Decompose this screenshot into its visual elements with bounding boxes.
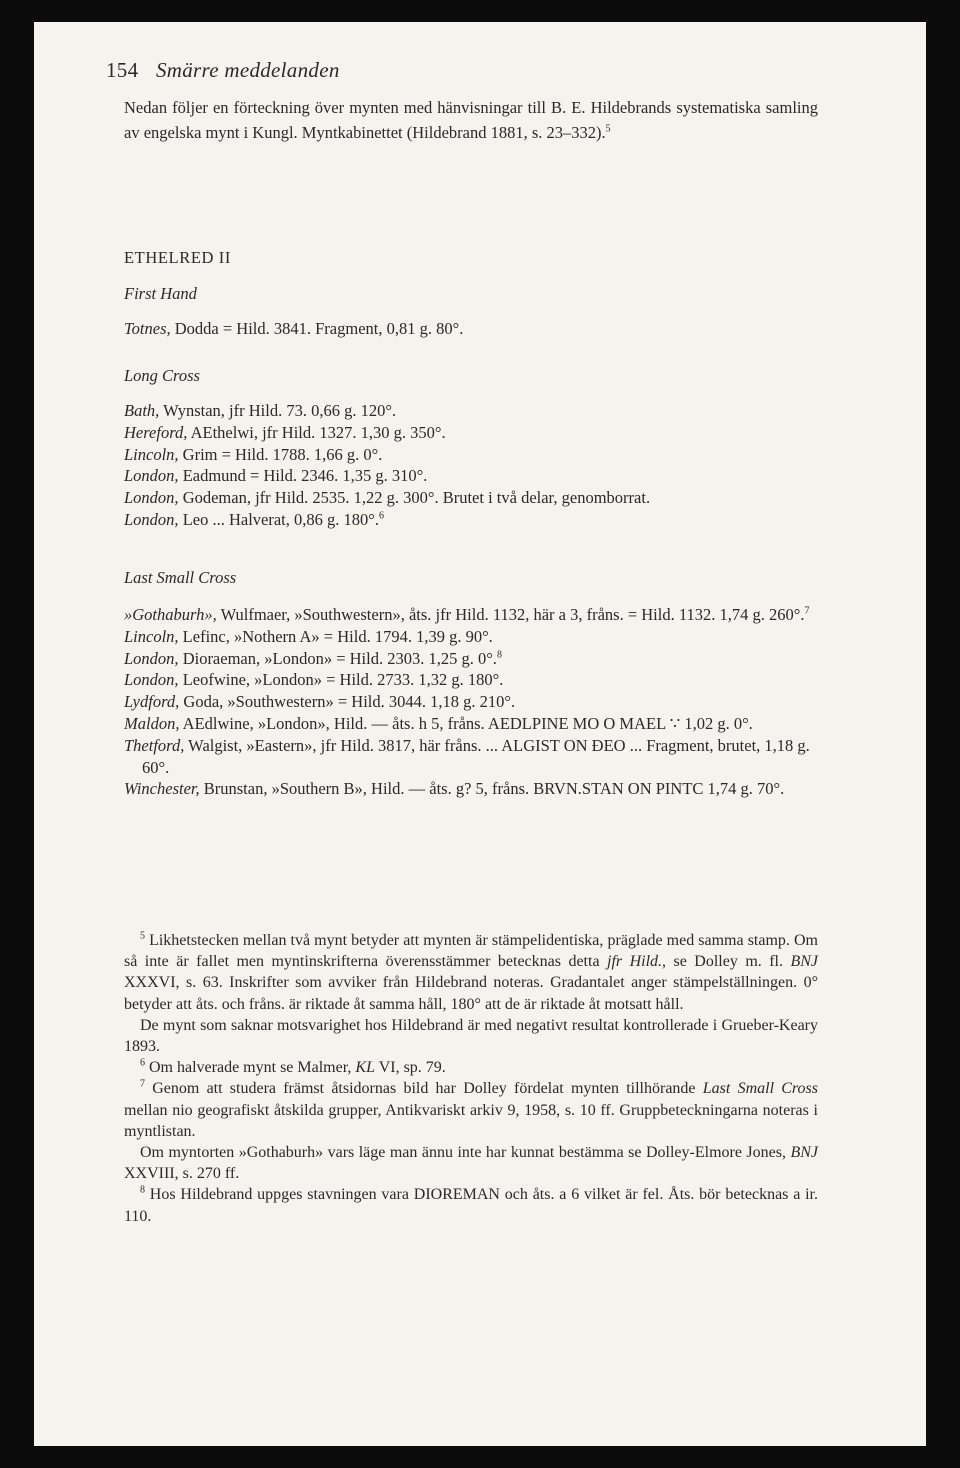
- footnote-text: Om myntorten »Gothaburh» vars läge man ännu inte har kunnat bestämma se Dolley-Elmore Jones,: [140, 1144, 791, 1162]
- coin-entry: [124, 669, 818, 691]
- entry-text: Dioraeman, »London» = Hild. 2303. 1,25 g. 0°.: [178, 648, 497, 668]
- mint-name: London,: [124, 488, 179, 508]
- entry-text: Eadmund = Hild. 2346. 1,35 g. 310°.: [178, 466, 428, 486]
- mint-name: Totnes,: [124, 319, 171, 338]
- footnote-text: Om halverade mynt se Malmer,: [145, 1059, 356, 1077]
- running-title: Smärre meddelanden: [155, 58, 340, 82]
- mint-name: London,: [124, 466, 179, 486]
- footnote-number: 7: [140, 1079, 145, 1091]
- footnote-text: Genom att studera främst åtsidornas bild har Dolley fördelat mynten tillhörande: [145, 1080, 703, 1098]
- coin-entry: [124, 422, 818, 444]
- coin-entry: [124, 487, 818, 509]
- entry-text: Walgist, »Eastern», jfr Hild. 3817, här fråns. ... ALGIST ON ÐEO ... Fragment, brutet, 1,18 g. 60°.: [142, 735, 810, 777]
- entry-text: Grim = Hild. 1788. 1,66 g. 0°.: [178, 444, 383, 464]
- footnote: [124, 1078, 818, 1142]
- mint-name: Hereford,: [124, 422, 188, 442]
- mint-name: Bath,: [124, 401, 160, 420]
- coin-entry: [124, 778, 818, 800]
- mint-name: Lincoln,: [124, 444, 179, 464]
- coin-entry: [124, 318, 818, 340]
- entry-text: Wulfmaer, »Southwestern», åts. jfr Hild. 1132, här a 3, fråns. = Hild. 1132. 1,74 g. 260°.: [216, 605, 805, 624]
- mint-name: Thetford,: [124, 735, 185, 755]
- entry-text: Wynstan, jfr Hild. 73. 0,66 g. 120°.: [159, 401, 397, 420]
- entry-text: AEthelwi, jfr Hild. 1327. 1,30 g. 350°.: [187, 422, 446, 442]
- footnote-number: 6: [140, 1057, 145, 1069]
- footnote-italic: BNJ: [790, 953, 819, 971]
- entry-text: Goda, »Southwestern» = Hild. 3044. 1,18 g. 210°.: [179, 692, 516, 712]
- mint-name: Lydford,: [124, 692, 180, 712]
- footnote: [124, 1057, 818, 1078]
- footnote-ref: 5: [605, 123, 611, 134]
- footnote-number: 5: [140, 930, 145, 942]
- page-number: 154: [106, 58, 139, 82]
- footnote-ref: 8: [496, 649, 502, 661]
- coin-entry: [124, 400, 818, 422]
- section-last-small-cross-title: Last Small Cross: [124, 568, 237, 587]
- entry-text: Brunstan, »Southern B», Hild. — åts. g? 5, fråns. BRVN.STAN ON PINTC 1,74 g. 70°.: [199, 779, 785, 799]
- mint-name: Lincoln,: [124, 626, 179, 646]
- footnote-text: XXVIII, s. 270 ff.: [124, 1165, 240, 1183]
- intro-paragraph: [124, 96, 818, 145]
- document-page: [34, 22, 926, 1446]
- coin-entry: [124, 735, 818, 779]
- entry-text: Leo ... Halverat, 0,86 g. 180°.: [178, 509, 379, 529]
- footnotes: [124, 930, 818, 1227]
- section-long-cross-title: Long Cross: [124, 366, 200, 385]
- mint-name: Maldon,: [124, 713, 180, 733]
- coin-entry: [124, 648, 818, 670]
- long-cross-list: [124, 400, 818, 531]
- section-first-hand-title: First Hand: [124, 284, 197, 303]
- mint-name: London,: [124, 509, 179, 529]
- coin-entry: [124, 626, 818, 648]
- footnote-text: XXXVI, s. 63. Inskrifter som avviker från Hildebrand noteras. Gradantalet anger stämpelställningen. 0° betyder att åts. och fråns. är riktade åt samma håll, 180° att de är riktade åt motsatt håll.: [124, 974, 818, 1013]
- coin-entry: [124, 465, 818, 487]
- coin-entry: [124, 509, 818, 531]
- entry-text: Lefinc, »Nothern A» = Hild. 1794. 1,39 g. 90°.: [178, 626, 493, 646]
- footnote-ref: 7: [804, 605, 810, 617]
- intro-text: Nedan följer en förteckning över mynten med hänvisningar till B. E. Hildebrands systematiska samling av engelska mynt i Kungl. Myntkabinettet (Hildebrand 1881, s. 23–332).: [124, 98, 818, 142]
- entry-text: Dodda = Hild. 3841. Fragment, 0,81 g. 80°.: [170, 319, 464, 338]
- footnote-text: , se Dolley m. fl.: [662, 953, 791, 971]
- footnote-number: 8: [140, 1185, 145, 1197]
- entry-text: Godeman, jfr Hild. 2535. 1,22 g. 300°. Brutet i två delar, genomborrat.: [178, 488, 651, 508]
- footnote-italic: jfr Hild.: [607, 953, 663, 971]
- king-heading: ETHELRED II: [124, 248, 231, 267]
- entry-text: Leofwine, »London» = Hild. 2733. 1,32 g. 180°.: [178, 670, 504, 690]
- coin-entry: [124, 444, 818, 466]
- footnote-text: VI, sp. 79.: [374, 1059, 446, 1077]
- footnote: [124, 1015, 818, 1057]
- footnote-italic: KL: [355, 1059, 375, 1077]
- footnote-italic: Last Small Cross: [702, 1080, 819, 1098]
- first-hand-list: [124, 318, 818, 340]
- coin-entry: [124, 691, 818, 713]
- mint-name: London,: [124, 648, 179, 668]
- entry-text: AEdlwine, »London», Hild. — åts. h 5, fråns. AEDLPINE MO O MAEL ∵ 1,02 g. 0°.: [179, 713, 753, 733]
- footnote-text: mellan nio geografiskt åtskilda grupper, Antikvariskt arkiv 9, 1958, s. 10 ff. Gruppbeteckningarna noteras i myntlistan.: [124, 1101, 818, 1140]
- page-header: [106, 58, 340, 83]
- footnote: [124, 1142, 818, 1184]
- footnote-text: De mynt som saknar motsvarighet hos Hildebrand är med negativt resultat kontrollerade i Grueber-Keary 1893.: [124, 1016, 818, 1056]
- mint-name: »Gothaburh»,: [124, 605, 217, 624]
- footnote: [124, 1184, 818, 1226]
- footnote: [124, 930, 818, 1015]
- footnote-ref: 6: [379, 510, 384, 522]
- mint-name: London,: [124, 670, 179, 690]
- coin-entry: [124, 604, 818, 626]
- last-small-cross-list: [124, 604, 818, 800]
- footnote-italic: BNJ: [790, 1144, 818, 1162]
- coin-entry: [124, 713, 818, 735]
- footnote-text: Hos Hildebrand uppges stavningen vara DIOREMAN och åts. a 6 vilket är fel. Åts. bör betecknas a ir. 110.: [124, 1186, 818, 1225]
- mint-name: Winchester,: [124, 779, 200, 799]
- footnote-text: Likhetstecken mellan två mynt betyder att mynten är stämpelidentiska, präglade med samma stamp. Om så inte är fallet men myntinskrifterna överensstämmer betecknas detta: [124, 932, 818, 971]
